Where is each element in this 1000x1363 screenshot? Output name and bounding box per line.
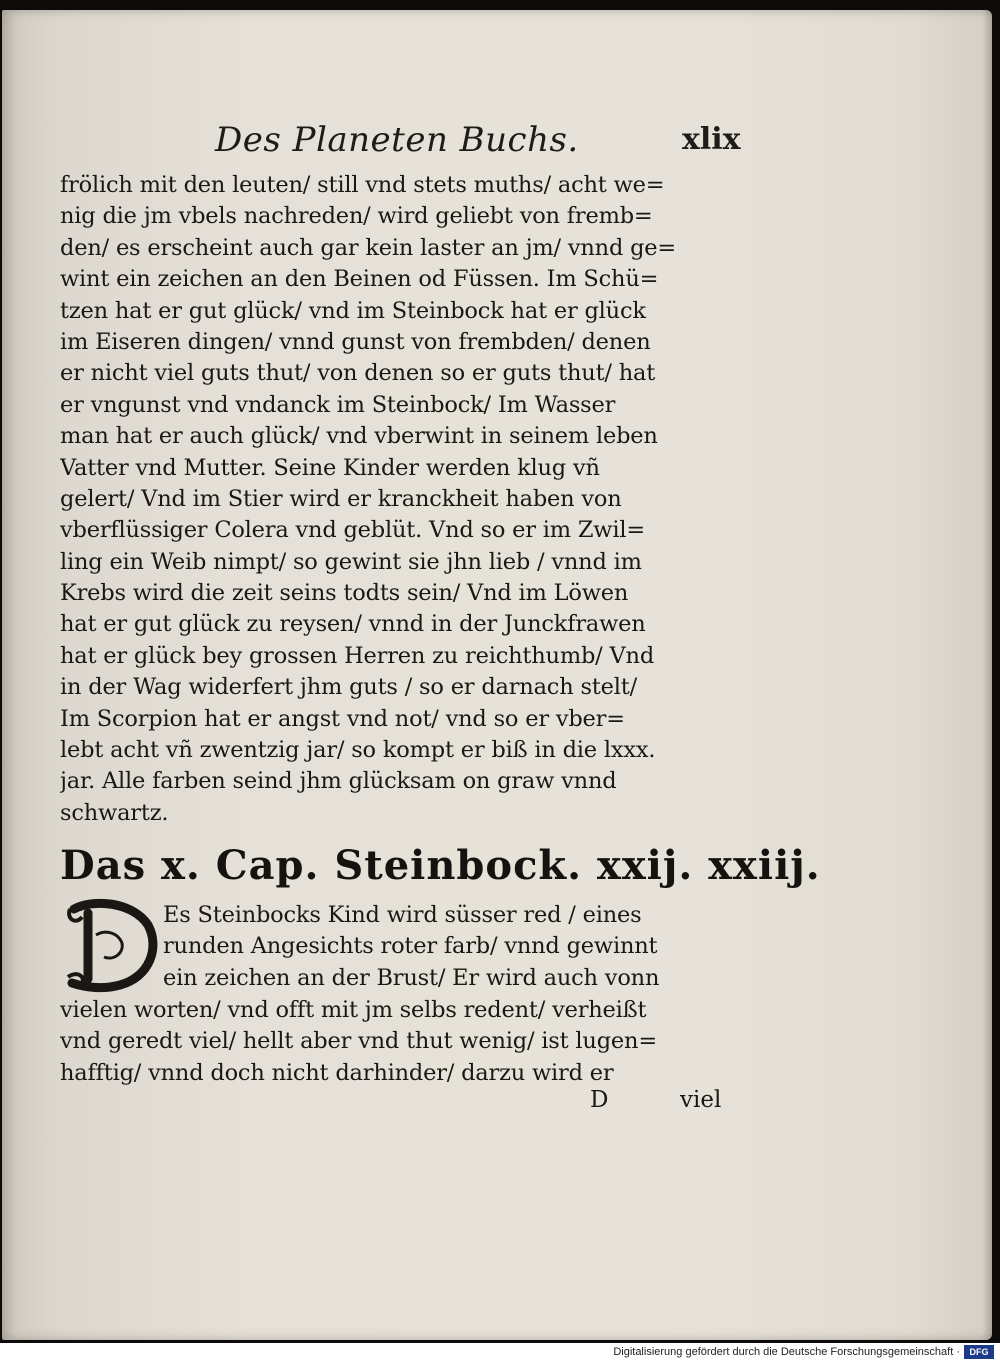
initial-text-block bbox=[163, 900, 753, 994]
chapter-heading: Das x. Cap. Steinbock. xxij. xxiij. bbox=[60, 842, 821, 889]
text-line: hat er gut glück zu reysen/ vnnd in der Junckfrawen bbox=[60, 611, 646, 638]
text-line: hafftig/ vnnd doch nicht darhinder/ darzu wird er bbox=[60, 1059, 614, 1086]
text-line: er nicht viel guts thut/ von denen so er guts thut/ hat bbox=[60, 360, 656, 387]
text-line: vnd geredt viel/ hellt aber vnd thut wenig/ ist lugen= bbox=[60, 1028, 657, 1055]
folio-number: xlix bbox=[682, 122, 741, 157]
text-line: frölich mit den leuten/ still vnd stets muths/ acht we= bbox=[60, 172, 665, 198]
text-line: im Eiseren dingen/ vnnd gunst von frembden/ denen bbox=[60, 328, 651, 355]
running-title: Des Planeten Buchs. bbox=[215, 120, 579, 160]
decorated-initial bbox=[62, 895, 160, 993]
text-line: nig die jm vbels nachreden/ wird geliebt von fremb= bbox=[60, 203, 653, 230]
text-line: vberflüssiger Colera vnd geblüt. Vnd so er im Zwil= bbox=[60, 517, 646, 544]
text-line: den/ es erscheint auch gar kein laster an jm/ vnnd ge= bbox=[60, 234, 677, 261]
text-line: man hat er auch glück/ vnd vberwint in seinem leben bbox=[60, 423, 658, 450]
text-line: ling ein Weib nimpt/ so gewint sie jhn lieb / vnnd im bbox=[60, 548, 642, 575]
text-line: Krebs wird die zeit seins todts sein/ Vnd im Löwen bbox=[60, 580, 629, 607]
dfg-logo: DFG bbox=[964, 1345, 994, 1359]
text-line: jar. Alle farben seind jhm glücksam on graw vnnd bbox=[60, 768, 617, 795]
text-line: Im Scorpion hat er angst vnd not/ vnd so er vber= bbox=[60, 705, 625, 732]
funding-credit: Digitalisierung gefördert durch die Deutsche Forschungsgemeinschaft · bbox=[613, 1346, 960, 1358]
text-line: hat er glück bey grossen Herren zu reichthumb/ Vnd bbox=[60, 642, 655, 669]
text-line: Vatter vnd Mutter. Seine Kinder werden klug vñ bbox=[60, 454, 600, 481]
catch-line bbox=[60, 1087, 750, 1119]
text-line: lebt acht vñ zwentzig jar/ so kompt er biß in die lxxx. bbox=[60, 737, 656, 764]
text-line: in der Wag widerfert jhm guts / so er darnach stelt/ bbox=[60, 674, 637, 701]
text-line: vielen worten/ vnd offt mit jm selbs redent/ verheißt bbox=[60, 997, 647, 1023]
catchword: viel bbox=[680, 1087, 722, 1113]
text-line: er vngunst vnd vndanck im Steinbock/ Im Wasser bbox=[60, 391, 616, 418]
signature-mark: D bbox=[590, 1087, 609, 1113]
text-line: ein zeichen an der Brust/ Er wird auch vonn bbox=[163, 964, 660, 991]
continued-text-block bbox=[60, 995, 750, 1089]
text-line: wint ein zeichen an den Beinen od Füssen. Im Schü= bbox=[60, 266, 659, 293]
text-line: tzen hat er gut glück/ vnd im Steinbock hat er glück bbox=[60, 297, 646, 324]
text-line: gelert/ Vnd im Stier wird er kranckheit haben von bbox=[60, 485, 622, 512]
text-line: Es Steinbocks Kind wird süsser red / eines bbox=[163, 902, 642, 928]
footer-bar bbox=[0, 1343, 1000, 1363]
text-line: runden Angesichts roter farb/ vnnd gewinnt bbox=[163, 933, 658, 960]
main-text-block bbox=[60, 170, 750, 829]
text-line: schwartz. bbox=[60, 799, 169, 826]
